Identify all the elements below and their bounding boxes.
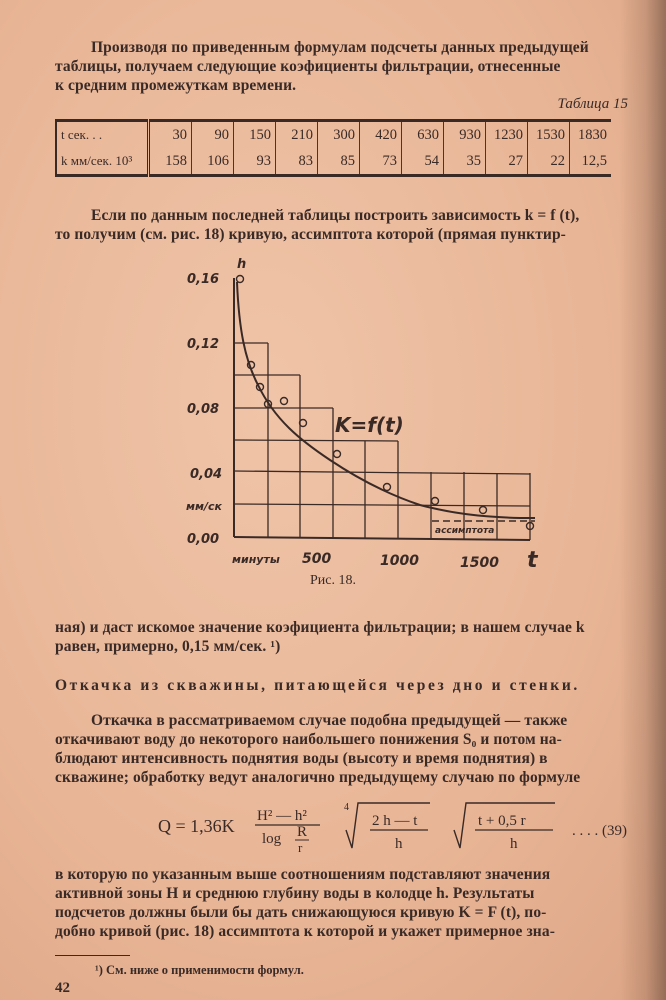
table-cell: 158 (149, 148, 192, 176)
formula-frac2-denominator: h (395, 836, 403, 852)
footnote: ¹) См. ниже о применимости формул. (95, 963, 304, 977)
data-table (55, 119, 611, 177)
chart-grid (234, 278, 530, 540)
paragraph-substitution (55, 865, 666, 941)
text-line: то получим (см. рис. 18) кривую, ассимптота которой (прямая пунктир- (55, 226, 566, 243)
x-axis-label: t (527, 548, 538, 573)
text-line: блюдают интенсивность поднятия воды (высоту и время поднятия) в (55, 750, 548, 767)
footnote-divider (55, 955, 130, 956)
table-cell: 27 (486, 148, 528, 176)
y-tick-label: 0,00 (187, 532, 220, 547)
table-cell: 93 (234, 148, 276, 176)
table-cell: 85 (318, 148, 360, 176)
y-tick-label: 0,12 (187, 337, 220, 352)
section-heading: Откачка из скважины, питающейся через дно и стенки. (55, 677, 580, 694)
fitted-curve (237, 282, 535, 518)
table-row-k (56, 148, 611, 176)
x-tick-label: 1000 (380, 553, 419, 569)
table-cell: 22 (528, 148, 570, 176)
text-line: в которую по указанным выше соотношениям подставляют значения (55, 866, 551, 883)
y-tick-label: 0,04 (190, 467, 223, 482)
table-cell: 30 (149, 121, 192, 149)
table-cell: 210 (276, 121, 318, 149)
table-cell: 90 (192, 121, 234, 149)
text-line: активной зоны H и среднюю глубину воды в колодце h. Результаты (55, 885, 535, 902)
formula-39 (158, 795, 666, 855)
formula-log: log (262, 831, 282, 847)
text-line: подсчетов должны были бы дать снижающуюся кривую K = F (t), по- (55, 904, 547, 921)
table-cell: 12,5 (570, 148, 612, 176)
text-line: ная) и даст искомое значение коэфициента фильтрации; в нашем случае k (55, 619, 585, 636)
asymptote-label: ассимптота (435, 526, 495, 536)
text-line: таблицы, получаем следующие коэфициенты фильтрации, отнесенные (55, 58, 561, 75)
x-tick-label: 1500 (460, 555, 499, 571)
formula-frac3-numerator: t + 0,5 r (478, 813, 526, 829)
formula-R: R (297, 824, 308, 840)
curve-label: K=f(t) (335, 413, 404, 437)
formula-lhs: Q = 1,36K (158, 816, 235, 836)
formula-frac3-denominator: h (510, 836, 518, 852)
formula-frac2-numerator: 2 h — t (372, 813, 418, 829)
text-line: откачивают воду до некоторого наибольшего понижения S₀ и потом на- (55, 731, 562, 748)
row-label-t: t сек. . . (56, 121, 149, 149)
text-line: добно кривой (рис. 18) ассимптота к которой и укажет примерное зна- (55, 923, 555, 940)
paragraph-conclusion (55, 618, 666, 656)
table-cell: 83 (276, 148, 318, 176)
table-cell: 1530 (528, 121, 570, 149)
formula-number: . . . . (39) (572, 823, 627, 839)
paragraph-pumping (55, 711, 666, 787)
y-tick-label: 0,16 (187, 272, 220, 287)
y-tick-label: 0,08 (187, 402, 220, 417)
figure-18-chart (180, 255, 570, 585)
table-cell: 54 (402, 148, 444, 176)
table-cell: 630 (402, 121, 444, 149)
table-cell: 930 (444, 121, 486, 149)
text-line: к средним промежуткам времени. (55, 77, 297, 94)
table-row-t (56, 121, 611, 149)
table-cell: 300 (318, 121, 360, 149)
y-unit-label: мм/ск (186, 500, 222, 513)
row-label-k: k мм/сек. 10³ (56, 148, 149, 176)
table-cell: 73 (360, 148, 402, 176)
table-cell: 106 (192, 148, 234, 176)
figure-caption: Рис. 18. (310, 573, 356, 588)
table-cell: 1230 (486, 121, 528, 149)
text-line: Если по данным последней таблицы построить зависимость k = f (t), (91, 207, 580, 224)
page-number: 42 (55, 980, 70, 996)
table-cell: 1830 (570, 121, 612, 149)
table-cell: 420 (360, 121, 402, 149)
formula-r: r (298, 840, 303, 855)
text-line: Откачка в рассматриваемом случае подобна предыдущей — также (91, 712, 568, 729)
paragraph-graph-intro (55, 206, 666, 244)
text-line: Производя по приведенным формулам подсчеты данных предыдущей (91, 39, 589, 56)
text-line: скважине; обработку ведут аналогично предыдущему случаю по формуле (55, 769, 581, 786)
paragraph-intro (55, 38, 666, 95)
text-line: равен, примерно, 0,15 мм/сек. ¹) (55, 638, 281, 655)
table-caption: Таблица 15 (557, 96, 628, 112)
root-index: 4 (344, 802, 349, 813)
x-tick-label: 500 (302, 551, 332, 567)
table-cell: 35 (444, 148, 486, 176)
table-cell: 150 (234, 121, 276, 149)
formula-frac1-numerator: H² — h² (257, 808, 307, 824)
y-axis-label: h (237, 257, 247, 272)
x-unit-label: минуты (232, 553, 280, 566)
